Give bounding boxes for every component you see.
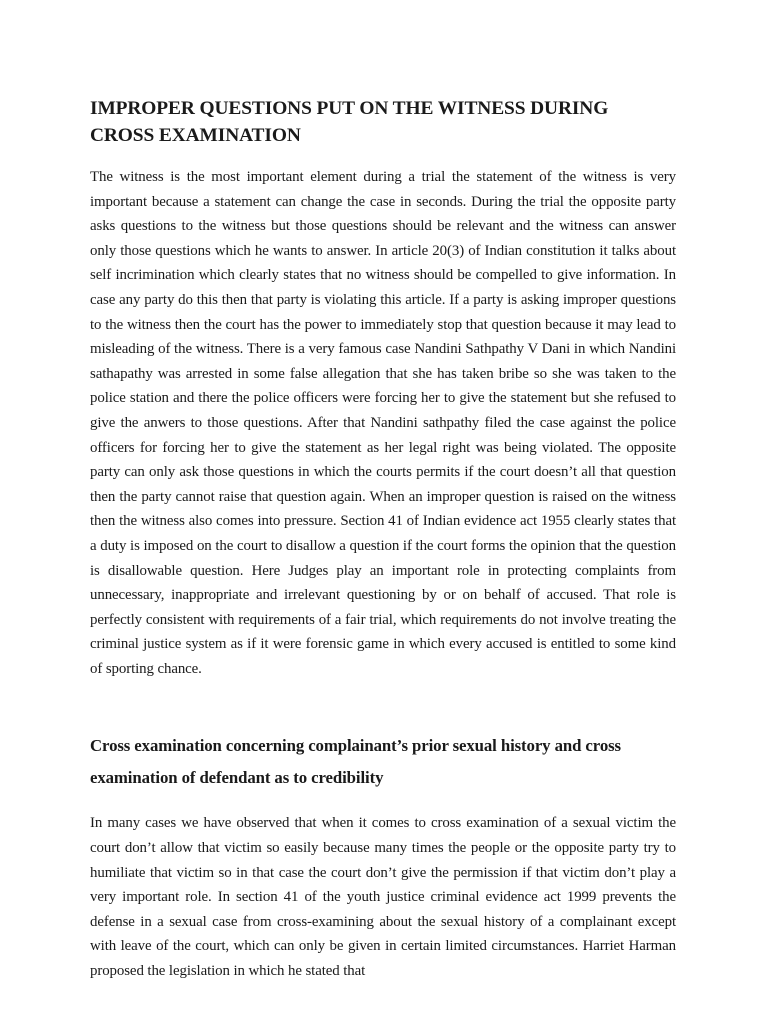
page-title: IMPROPER QUESTIONS PUT ON THE WITNESS DURING CROSS EXAMINATION — [90, 98, 609, 146]
body-paragraph-witness: The witness is the most important element during a trial the statement of the witness is very important because a statement can change the case in seconds. During the trial the opposite party asks questions to the witness but those questions should be relevant and the witness can answer only those questions which he wants to answer. In article 20(3) of Indian constitution it talks about self incrimination which clearly states that no witness should be compelled to give information. In case any party do this then that party is violating this article. If a party is asking improper questions to the witness then the court has the power to immediately stop that question because it may lead to misleading of the witness. There is a very famous case Nandini Sathpathy V Dani in which Nandini sathapathy was arrested in some false allegation that she has taken bribe so she was taken to the police station and there the police officers were forcing her to give the statement but she refused to give the anwers to those questions. After that Nandini sathpathy filed the case against the police officers for forcing her to give the statement as her legal right was being violated. The opposite party can only ask those questions in which the courts permits if the court doesn’t all that question then the party cannot raise that question again. When an improper question is raised on the witness then the witness also comes into pressure. Section 41 of Indian evidence act 1955 clearly states that a duty is imposed on the court to disallow a question if the court forms the opinion that the question is disallowable question. Here Judges play an important role in protecting complaints from unnecessary, inappropriate and irrelevant questioning by or on behalf of accused. That role is perfectly consistent with requirements of a fair trial, which requirements do not involve treating the criminal justice system as if it were forensic game in which every accused is entitled to some kind of sporting chance. — [90, 169, 676, 677]
document-page — [90, 95, 676, 984]
body-paragraph-sexual-history: In many cases we have observed that when it comes to cross examination of a sexual victim the court don’t allow that victim so easily because many times the people or the opposite party try to humiliate that victim so in that case the court don’t give the permission if that victim don’t play a very important role. In section 41 of the youth justice criminal evidence act 1999 prevents the defense in a sexual case from cross-examining about the sexual history of a complainant except with leave of the court, which can only be given in certain limited circumstances. Harriet Harman proposed the legislation in which he stated that — [90, 815, 676, 980]
section-heading-cross-examination: Cross examination concerning complainant’s prior sexual history and cross examination of defendant as to credibility — [90, 736, 621, 787]
